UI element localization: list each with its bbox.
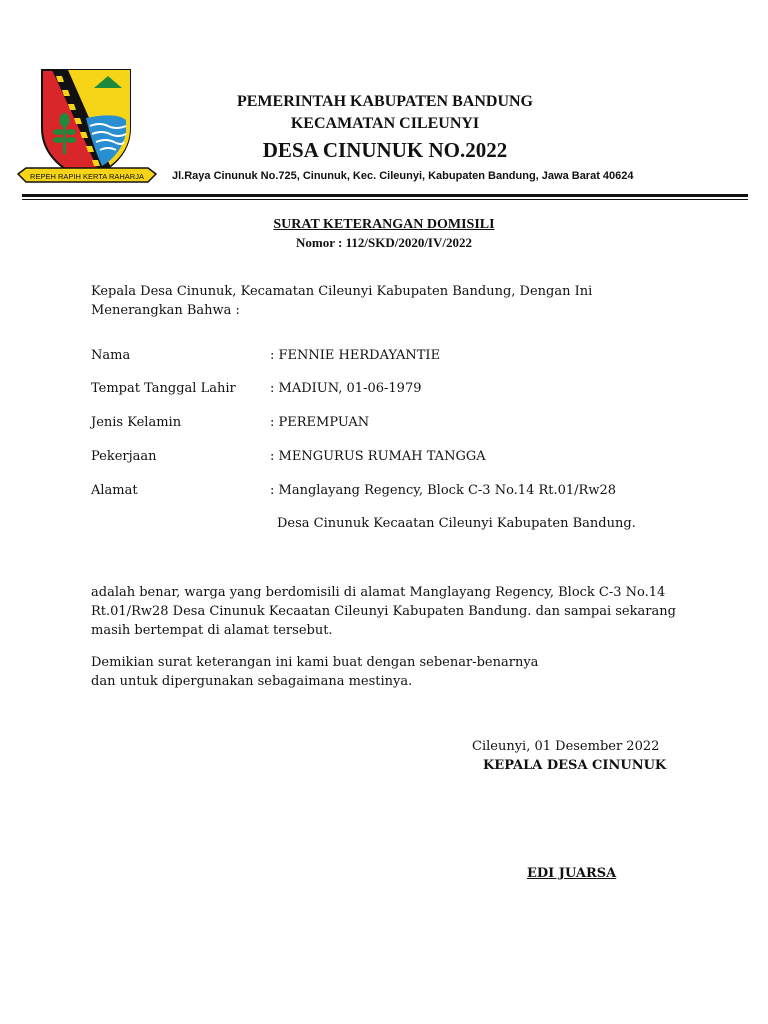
signature-name: EDI JUARSA — [527, 866, 617, 881]
field-label-address: Alamat — [91, 483, 138, 498]
field-value-name: : FENNIE HERDAYANTIE — [270, 348, 441, 363]
field-label-occupation: Pekerjaan — [91, 449, 157, 464]
emblem-motto: REPEH RAPIH KERTA RAHARJA — [30, 172, 144, 181]
statement-paragraph: adalah benar, warga yang berdomisili di alamat Manglayang Regency, Block C-3 No.14 Rt.01/Rw28 Desa Cinunuk Kecaatan Cileunyi Kabupaten Bandung. dan sampai sekarang masih bertempat di alamat tersebut. — [91, 585, 676, 638]
field-label-name: Nama — [91, 348, 131, 363]
letterhead-address: Jl.Raya Cinunuk No.725, Cinunuk, Kec. Cileunyi, Kabupaten Bandung, Jawa Barat 40624 — [172, 170, 634, 182]
field-label-birth: Tempat Tanggal Lahir — [91, 381, 236, 396]
field-label-gender: Jenis Kelamin — [91, 415, 182, 430]
document-title: SURAT KETERANGAN DOMISILI — [273, 217, 495, 232]
field-value-address: : Manglayang Regency, Block C-3 No.14 Rt.01/Rw28 — [270, 483, 617, 498]
signature-role: KEPALA DESA CINUNUK — [483, 758, 667, 773]
field-value-address-continuation: Desa Cinunuk Kecaatan Cileunyi Kabupaten Bandung. — [277, 516, 636, 531]
closing-paragraph: Demikian surat keterangan ini kami buat dengan sebenar-benarnya dan untuk dipergunakan sebagaimana mestinya. — [91, 655, 539, 689]
government-name: PEMERINTAH KABUPATEN BANDUNG — [236, 93, 533, 110]
signature-place-date: Cileunyi, 01 Desember 2022 — [472, 739, 660, 754]
subdistrict-name: KECAMATAN CILEUNYI — [290, 115, 480, 132]
header-divider-thick — [22, 194, 748, 197]
field-value-occupation: : MENGURUS RUMAH TANGGA — [270, 449, 486, 464]
document-number: Nomor : 112/SKD/2020/IV/2022 — [296, 235, 472, 250]
field-value-gender: : PEREMPUAN — [270, 415, 370, 430]
intro-paragraph: Kepala Desa Cinunuk, Kecamatan Cileunyi Kabupaten Bandung, Dengan Ini Menerangkan Bahwa : — [91, 284, 593, 318]
village-name: DESA CINUNUK NO.2022 — [262, 138, 508, 162]
field-value-birth: : MADIUN, 01-06-1979 — [270, 381, 422, 396]
header-divider-thin — [22, 199, 748, 200]
